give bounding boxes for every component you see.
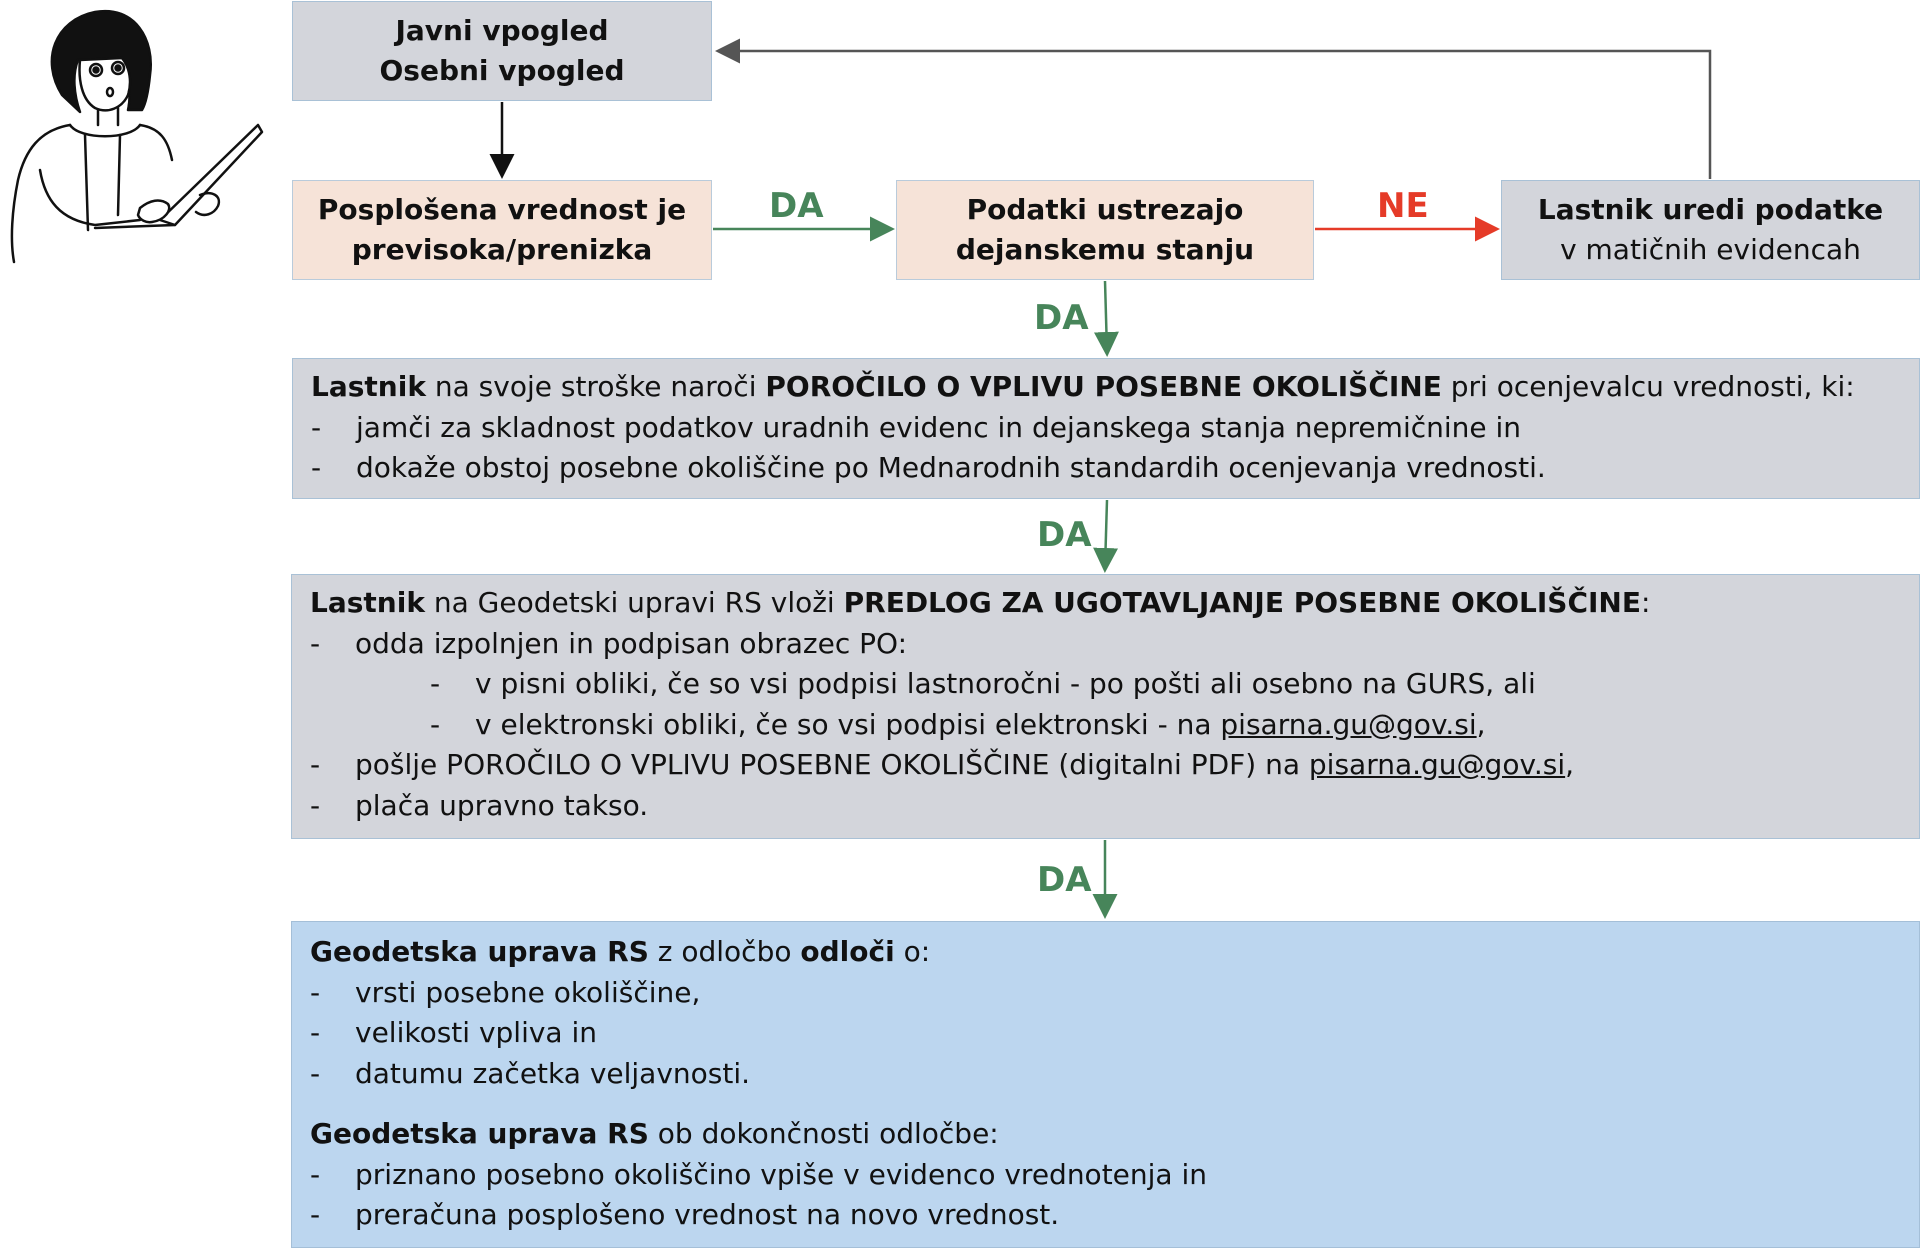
list-item: - odda izpolnjen in podpisan obrazec PO: — [310, 626, 908, 660]
arrow-data-to-panel1 — [1105, 281, 1107, 352]
arrow-panel1-to-panel2 — [1105, 500, 1107, 568]
proposal-panel — [291, 574, 1920, 839]
list-item: - dokaže obstoj posebne okoliščine po Mednarodnih standardih ocenjevanja vrednosti. — [311, 451, 1546, 484]
view-box-line1: Javni vpogled — [395, 14, 609, 47]
decision-intro2-bold-gurs: Geodetska uprava RS — [310, 1117, 649, 1150]
proposal-intro-bold-owner: Lastnik — [310, 586, 425, 619]
decision-panel-intro — [310, 932, 1901, 973]
value-box-line1: Posplošena vrednost je — [317, 193, 687, 226]
proposal-panel-intro — [310, 583, 1901, 624]
decision-intro-bold-decides: odloči — [800, 935, 895, 968]
report-panel — [292, 358, 1920, 499]
report-intro-bold-title: POROČILO O VPLIVU POSEBNE OKOLIŠČINE — [765, 370, 1442, 403]
report-intro-text1: na svoje stroške naroči — [425, 370, 766, 403]
list-item: - preračuna posplošeno vrednost na novo vrednost. — [310, 1198, 1060, 1231]
decision-panel-intro-2 — [310, 1114, 1901, 1155]
data-match-box-line2: dejanskemu stanju — [955, 233, 1255, 266]
label-da-3: DA — [1037, 515, 1092, 555]
list-item: - datumu začetka veljavnosti. — [310, 1056, 751, 1090]
list-item: - pošlje POROČILO O VPLIVU POSEBNE OKOLIŠČINE (digitalni PDF) na pisarna.gu@gov.si , — [310, 745, 1901, 786]
report-intro-text2: pri ocenjevalcu vrednosti, ki: — [1441, 370, 1855, 403]
report-intro-bold-owner: Lastnik — [311, 370, 426, 403]
sub-list-item: - v elektronski obliki, če so vsi podpisi elektronski - na pisarna.gu@gov.si , — [310, 705, 1901, 746]
label-da-2: DA — [1034, 298, 1089, 338]
view-box-line2: Osebni vpogled — [379, 54, 625, 87]
proposal-intro-bold-title: PREDLOG ZA UGOTAVLJANJE POSEBNE OKOLIŠČINE — [843, 586, 1641, 619]
decision-intro-text1: z odločbo — [648, 935, 801, 968]
value-box-line2: previsoka/prenizka — [351, 233, 653, 266]
list-item: - priznano posebno okoliščino vpiše v evidenco vrednotenja in — [310, 1157, 1208, 1191]
label-da-4: DA — [1037, 860, 1092, 900]
arrow-owner-to-view — [720, 51, 1710, 179]
list-item: - velikosti vpliva in — [310, 1016, 598, 1049]
report-panel-intro — [311, 367, 1901, 408]
sub-list-item: - v pisni obliki, če so vsi podpisi lastnoročni - po pošti ali osebno na GURS, ali — [430, 667, 1536, 700]
proposal-intro-text1: na Geodetski upravi RS vloži — [424, 586, 844, 619]
owner-fix-box-line1: Lastnik uredi podatke — [1537, 193, 1884, 226]
decision-intro2-text: ob dokončnosti odločbe: — [648, 1117, 999, 1150]
decision-intro-bold-gurs: Geodetska uprava RS — [310, 935, 649, 968]
decision-panel — [291, 921, 1920, 1248]
label-da-1: DA — [769, 186, 824, 226]
decision-intro-text2: o: — [894, 935, 931, 968]
email-link[interactable]: pisarna.gu@gov.si — [1308, 748, 1566, 781]
label-ne: NE — [1377, 186, 1429, 226]
list-item: - plača upravno takso. — [310, 788, 649, 822]
email-link[interactable]: pisarna.gu@gov.si — [1220, 707, 1477, 741]
proposal-intro-text2: : — [1640, 586, 1651, 619]
list-item: - jamči za skladnost podatkov uradnih evidenc in dejanskega stanja nepremičnine in — [311, 410, 1522, 444]
list-item: - vrsti posebne okoliščine, — [310, 975, 701, 1009]
owner-fix-box-line2: v matičnih evidencah — [1560, 233, 1861, 266]
data-match-box-line1: Podatki ustrezajo — [966, 193, 1244, 226]
